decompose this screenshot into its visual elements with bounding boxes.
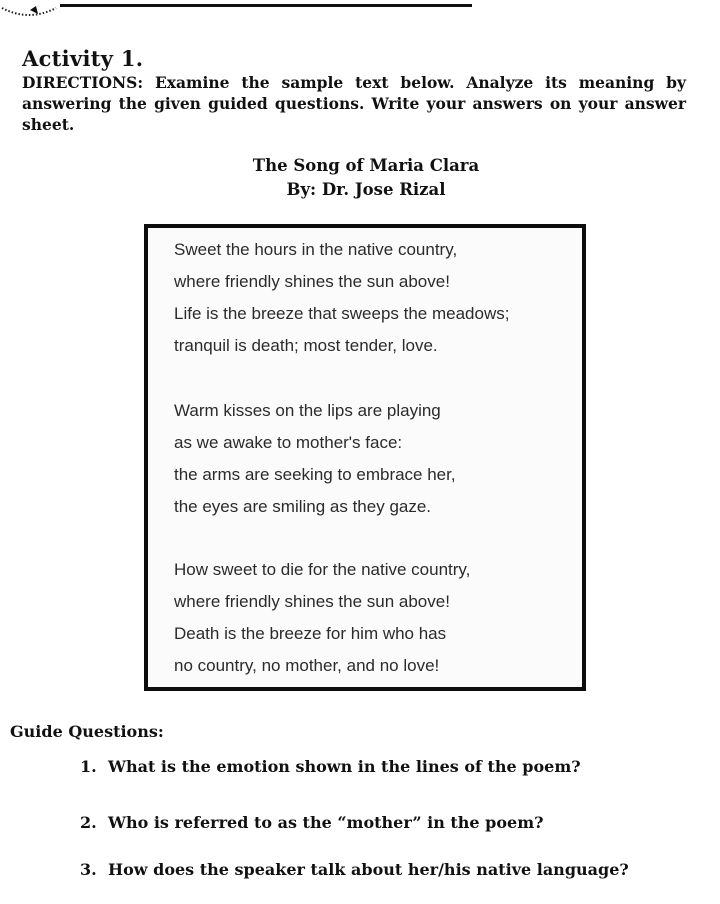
poem-line: tranquil is death; most tender, love. bbox=[174, 336, 438, 355]
directions-text: DIRECTIONS: Examine the sample text below. Analyze its meaning by answering the given guided questions. Write your answers on your answer sheet. bbox=[22, 73, 686, 134]
poem-line: How sweet to die for the native country, bbox=[174, 560, 471, 579]
poem-author: By: Dr. Jose Rizal bbox=[286, 180, 446, 199]
stanza bbox=[174, 554, 470, 682]
guide-question bbox=[80, 757, 581, 776]
poem-line: the arms are seeking to embrace her, bbox=[174, 465, 456, 484]
question-number: 2. bbox=[80, 813, 97, 832]
poem-line: where friendly shines the sun above! bbox=[174, 272, 450, 291]
poem-line: Sweet the hours in the native country, bbox=[174, 240, 458, 259]
question-text: How does the speaker talk about her/his native language? bbox=[108, 860, 629, 879]
page-header-fragment bbox=[0, 0, 720, 20]
seal-logo-fragment bbox=[0, 0, 58, 18]
guide-questions-heading: Guide Questions: bbox=[10, 722, 164, 741]
stanza bbox=[174, 395, 456, 523]
question-number: 3. bbox=[80, 860, 97, 879]
poem-line: the eyes are smiling as they gaze. bbox=[174, 497, 432, 516]
poem-line: as we awake to mother's face: bbox=[174, 433, 403, 452]
question-number: 1. bbox=[80, 757, 97, 776]
guide-question bbox=[80, 860, 629, 879]
activity-title: Activity 1. bbox=[22, 46, 144, 71]
poem-line: no country, no mother, and no love! bbox=[174, 656, 440, 675]
question-text: Who is referred to as the “mother” in the poem? bbox=[108, 813, 544, 832]
header-rule bbox=[60, 4, 472, 7]
poem-line: Death is the breeze for him who has bbox=[174, 624, 447, 643]
stanza bbox=[174, 234, 509, 362]
question-text: What is the emotion shown in the lines of the poem? bbox=[108, 757, 581, 776]
poem-line: Warm kisses on the lips are playing bbox=[174, 401, 441, 420]
poem-line: where friendly shines the sun above! bbox=[174, 592, 450, 611]
poem-line: Life is the breeze that sweeps the meadows; bbox=[174, 304, 510, 323]
poem-title: The Song of Maria Clara bbox=[252, 156, 480, 175]
poem-box bbox=[144, 224, 586, 691]
guide-question bbox=[80, 813, 544, 832]
